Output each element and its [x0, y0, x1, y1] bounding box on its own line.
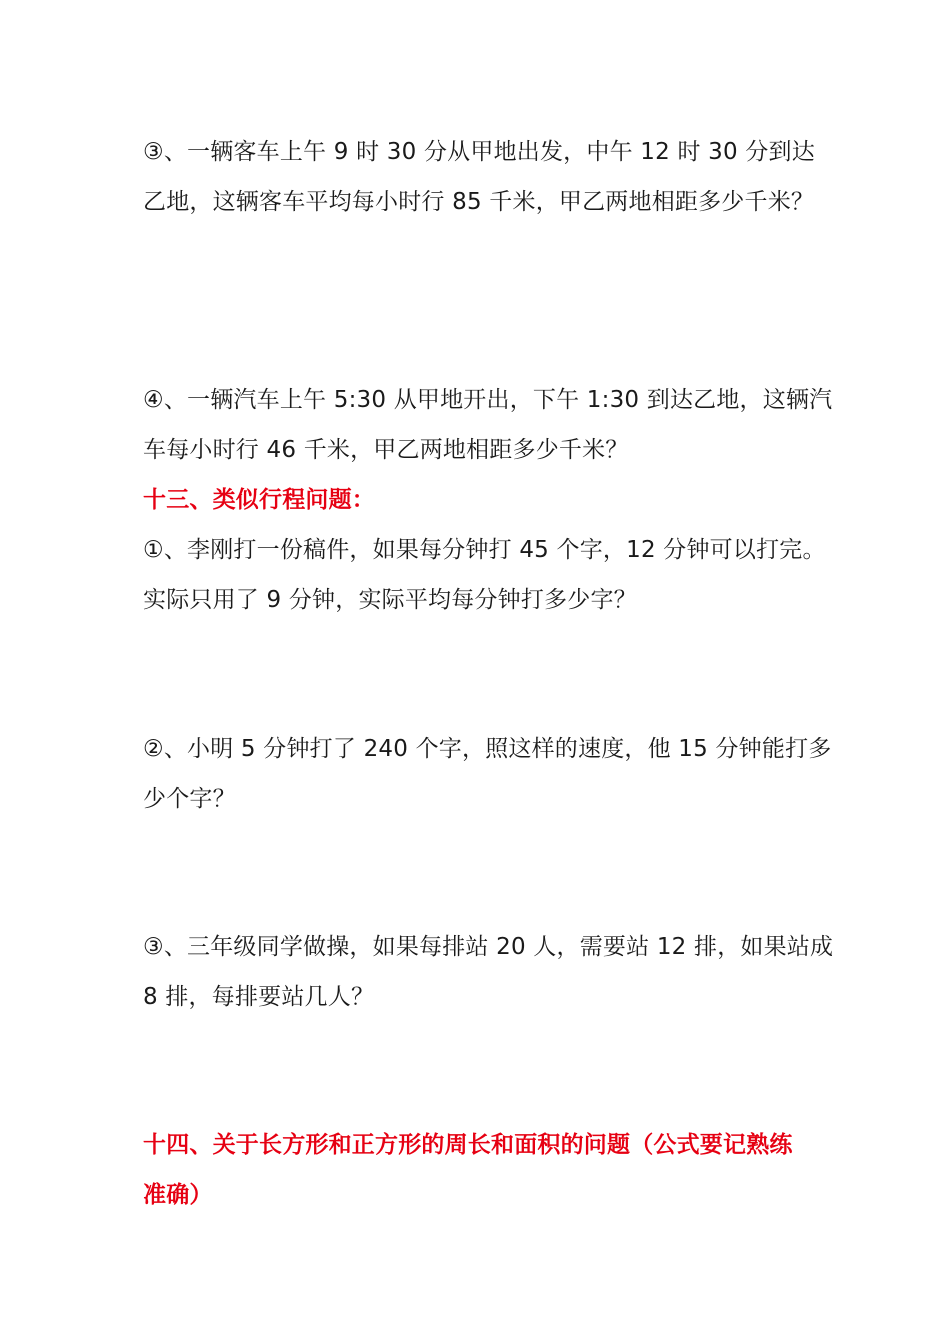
s13-problem-2-line-1: ②、小明 5 分钟打了 240 个字，照这样的速度，他 15 分钟能打多	[143, 736, 832, 762]
problem-4-line-2: 车每小时行 46 千米，甲乙两地相距多少千米？	[143, 437, 629, 463]
section-14-title-line-2: 准确）	[143, 1182, 213, 1208]
problem-3-line-1: ③、一辆客车上午 9 时 30 分从甲地出发，中午 12 时 30 分到达	[143, 139, 815, 165]
section-14-title-line-1: 十四、关于长方形和正方形的周长和面积的问题（公式要记熟练	[143, 1132, 793, 1158]
s13-problem-1-line-2: 实际只用了 9 分钟，实际平均每分钟打多少字？	[143, 587, 637, 613]
s13-problem-1-line-1: ①、李刚打一份稿件，如果每分钟打 45 个字，12 分钟可以打完。	[143, 537, 826, 563]
problem-4-line-1: ④、一辆汽车上午 5:30 从甲地开出，下午 1:30 到达乙地，这辆汽	[143, 387, 833, 413]
s13-problem-3-line-2: 8 排，每排要站几人？	[143, 984, 375, 1010]
s13-problem-2-line-2: 少个字？	[143, 786, 236, 812]
s13-problem-3-line-1: ③、三年级同学做操，如果每排站 20 人，需要站 12 排，如果站成	[143, 934, 834, 960]
section-13-title: 十三、类似行程问题：	[143, 487, 375, 513]
problem-3-line-2: 乙地，这辆客车平均每小时行 85 千米，甲乙两地相距多少千米？	[143, 189, 815, 215]
